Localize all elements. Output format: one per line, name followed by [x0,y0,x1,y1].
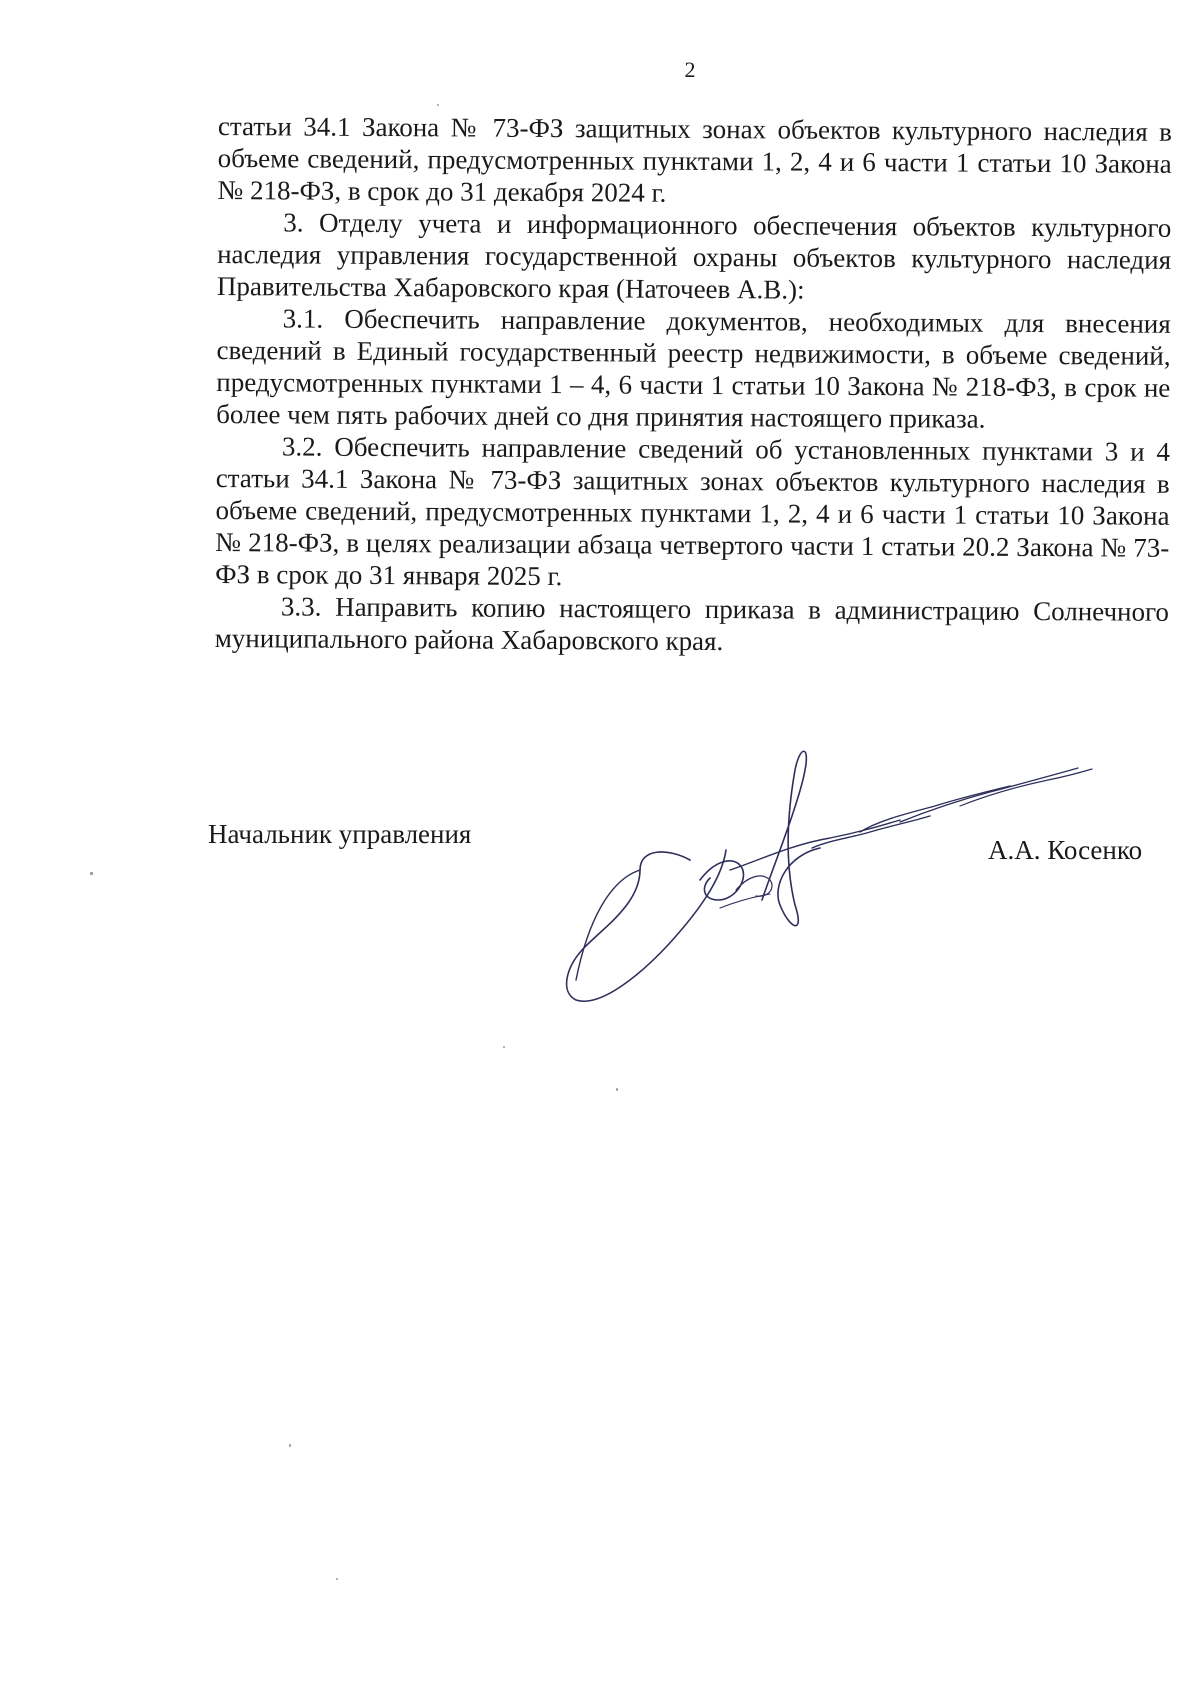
scan-speck [90,872,93,875]
scan-speck [503,1046,505,1048]
paragraph-item-3: 3. Отделу учета и информационного обеспечения объектов культурного наследия управления государственной охраны объектов культурного наследия Правительства Хабаровского края (Наточеев А.В.): [216,207,1172,305]
paragraph-item-3-1: 3.1. Обеспечить направление документов, необходимых для внесения сведений в Единый государственный реестр недвижимости, в объеме сведений, предусмотренных пунктами 1 – 4, 6 части 1 статьи 10 Закона № 218-ФЗ, в срок не более чем пять рабочих дней со дня принятия настоящего приказа. [216,303,1171,434]
scan-speck [336,1578,338,1580]
signer-position: Начальник управления [208,819,472,849]
scan-speck [437,104,439,106]
scan-speck [289,1444,291,1447]
scan-speck [616,1088,618,1091]
page-number: 2 [684,57,696,82]
paragraph-item-3-2: 3.2. Обеспечить направление сведений об установленных пунктами 3 и 4 статьи 34.1 Закона № 73-ФЗ защитных зонах объектов культурного наследия в объеме сведений, предусмотренных пунктами 1, 2, 4 и 6 части 1 статьи 10 Закона № 218-ФЗ, в целях реализации абзаца четвертого части 1 статьи 20.2 Закона № 73-ФЗ в срок до 31 января 2025 г. [215,431,1171,592]
paragraph-continuation: статьи 34.1 Закона № 73-ФЗ защитных зонах объектов культурного наследия в объеме сведений, предусмотренных пунктами 1, 2, 4 и 6 части 1 статьи 10 Закона № 218-ФЗ, в срок до 31 декабря 2024 г. [217,110,1172,208]
paragraph-item-3-3: 3.3. Направить копию настоящего приказа в администрацию Солнечного муниципального района Хабаровского края. [214,591,1170,657]
signer-name: А.А. Косенко [988,835,1143,865]
